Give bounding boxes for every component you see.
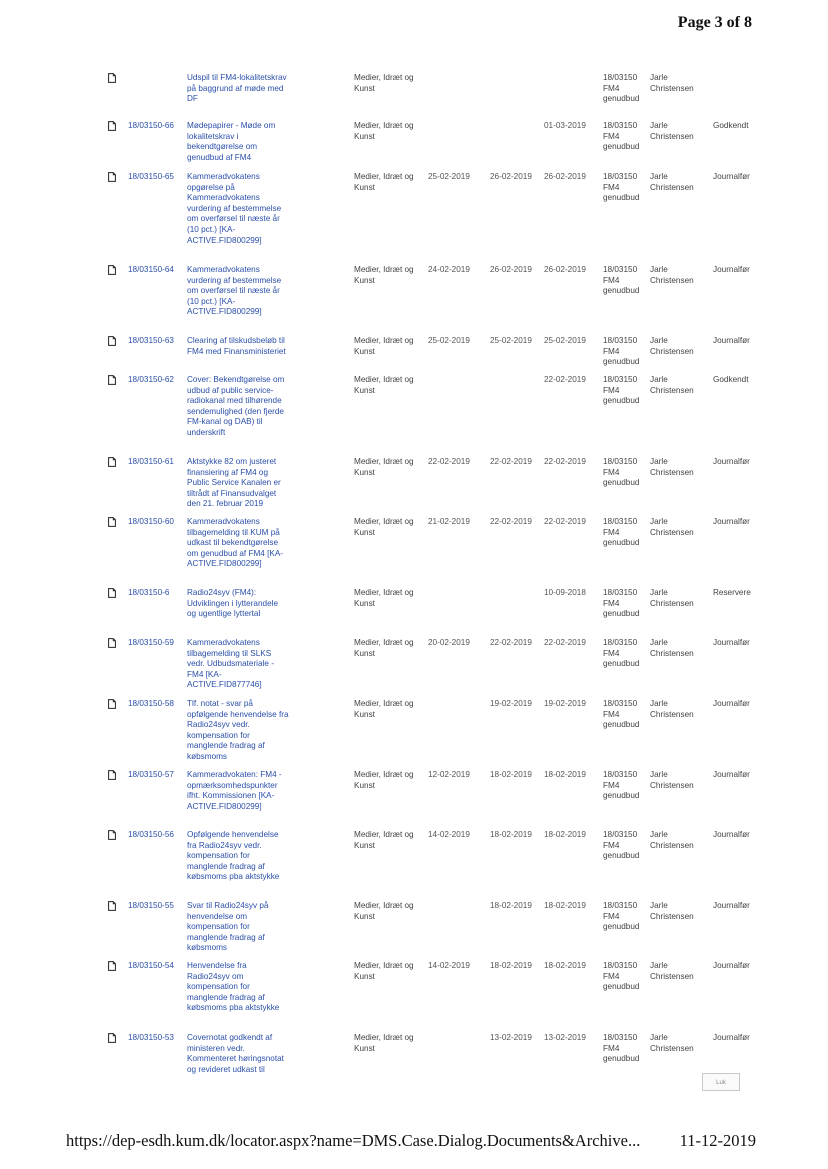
close-button[interactable]: Luk (702, 1073, 740, 1091)
document-category: Medier, Idræt og Kunst (354, 901, 414, 921)
document-date-3: 18-02-2019 (544, 901, 586, 910)
document-date-2: 22-02-2019 (490, 517, 532, 526)
document-icon[interactable] (108, 830, 116, 840)
document-person: Jarle Christensen (650, 638, 694, 658)
document-category: Medier, Idræt og Kunst (354, 1033, 414, 1053)
document-title-link[interactable]: Kammeradvokatens tilbagemelding til SLKS vedr. Udbudsmateriale - FM4 [KA-ACTIVE.FID877746] (187, 638, 274, 690)
document-id[interactable]: 18/03150-55 (128, 901, 174, 910)
document-id[interactable]: 18/03150-63 (128, 336, 174, 345)
document-icon[interactable] (108, 457, 116, 467)
document-case: 18/03150 FM4 genudbud (603, 121, 640, 152)
document-category: Medier, Idræt og Kunst (354, 121, 414, 141)
document-title-link[interactable]: Henvendelse fra Radio24syv om kompensation for manglende fradrag af købsmoms pba aktstykke (187, 961, 280, 1013)
document-id[interactable]: 18/03150-62 (128, 375, 174, 384)
document-date-3: 22-02-2019 (544, 638, 586, 647)
document-person: Jarle Christensen (650, 961, 694, 981)
document-title-link[interactable]: Svar til Radio24syv på henvendelse om kompensation for manglende fradrag af købsmoms (187, 901, 269, 953)
document-id[interactable]: 18/03150-58 (128, 699, 174, 708)
document-person: Jarle Christensen (650, 265, 694, 285)
document-case: 18/03150 FM4 genudbud (603, 699, 640, 730)
document-status: Journalfør (713, 638, 750, 647)
document-person: Jarle Christensen (650, 588, 694, 608)
document-category: Medier, Idræt og Kunst (354, 172, 414, 192)
document-case: 18/03150 FM4 genudbud (603, 265, 640, 296)
document-status: Journalfør (713, 699, 750, 708)
document-status: Journalfør (713, 457, 750, 466)
document-person: Jarle Christensen (650, 699, 694, 719)
document-icon[interactable] (108, 517, 116, 527)
document-icon[interactable] (108, 1033, 116, 1043)
document-icon[interactable] (108, 172, 116, 182)
document-id[interactable]: 18/03150-64 (128, 265, 174, 274)
document-icon[interactable] (108, 588, 116, 598)
document-date-1: 25-02-2019 (428, 336, 470, 345)
page-number: Page 3 of 8 (677, 14, 752, 31)
document-title-link[interactable]: Aktstykke 82 om justeret finansiering af FM4 og Public Service Kanalen er tiltrådt af Finansudvalget den 21. februar 2019 (187, 457, 281, 509)
document-case: 18/03150 FM4 genudbud (603, 901, 640, 932)
document-id[interactable]: 18/03150-57 (128, 770, 174, 779)
document-date-2: 18-02-2019 (490, 961, 532, 970)
document-category: Medier, Idræt og Kunst (354, 336, 414, 356)
document-case: 18/03150 FM4 genudbud (603, 588, 640, 619)
document-case: 18/03150 FM4 genudbud (603, 172, 640, 203)
document-date-3: 22-02-2019 (544, 375, 586, 384)
document-category: Medier, Idræt og Kunst (354, 517, 414, 537)
document-category: Medier, Idræt og Kunst (354, 638, 414, 658)
document-case: 18/03150 FM4 genudbud (603, 375, 640, 406)
document-person: Jarle Christensen (650, 172, 694, 192)
document-date-1: 14-02-2019 (428, 830, 470, 839)
document-icon[interactable] (108, 961, 116, 971)
document-date-1: 25-02-2019 (428, 172, 470, 181)
document-status: Reservere (713, 588, 751, 597)
document-category: Medier, Idræt og Kunst (354, 699, 414, 719)
document-person: Jarle Christensen (650, 375, 694, 395)
document-category: Medier, Idræt og Kunst (354, 375, 414, 395)
document-date-1: 12-02-2019 (428, 770, 470, 779)
document-status: Journalfør (713, 901, 750, 910)
document-date-2: 18-02-2019 (490, 901, 532, 910)
document-title-link[interactable]: Opfølgende henvendelse fra Radio24syv vedr. kompensation for manglende fradrag af købsmoms pba aktstykke (187, 830, 280, 882)
document-title-link[interactable]: Kammeradvokaten: FM4 - opmærksomhedspunkter ifht. Kommissionen [KA-ACTIVE.FID800299] (187, 770, 282, 811)
document-case: 18/03150 FM4 genudbud (603, 1033, 640, 1064)
document-title-link[interactable]: Covernotat godkendt af ministeren vedr. Kommenteret høringsnotat og revideret udkast til (187, 1033, 284, 1074)
document-category: Medier, Idræt og Kunst (354, 265, 414, 285)
document-id[interactable]: 18/03150-56 (128, 830, 174, 839)
document-icon[interactable] (108, 901, 116, 911)
document-status: Journalfør (713, 336, 750, 345)
document-date-3: 01-03-2019 (544, 121, 586, 130)
document-status: Godkendt (713, 121, 749, 130)
document-person: Jarle Christensen (650, 457, 694, 477)
document-category: Medier, Idræt og Kunst (354, 830, 414, 850)
document-date-1: 14-02-2019 (428, 961, 470, 970)
document-status: Journalfør (713, 517, 750, 526)
document-status: Journalfør (713, 265, 750, 274)
document-id[interactable]: 18/03150-6 (128, 588, 170, 597)
document-title-link[interactable]: Kammeradvokatens opgørelse på Kammeradvokatens vurdering af bestemmelse om overførsel til næste år (10 pct.) [KA-ACTIVE.FID800299] (187, 172, 282, 245)
document-category: Medier, Idræt og Kunst (354, 770, 414, 790)
document-case: 18/03150 FM4 genudbud (603, 830, 640, 861)
document-icon[interactable] (108, 265, 116, 275)
document-title-link[interactable]: Tlf. notat - svar på opfølgende henvendelse fra Radio24syv vedr. kompensation for manglende fradrag af købsmoms (187, 699, 289, 761)
document-date-2: 13-02-2019 (490, 1033, 532, 1042)
footer-url: https://dep-esdh.kum.dk/locator.aspx?name=DMS.Case.Dialog.Documents&Archive... (66, 1131, 641, 1150)
document-title-link[interactable]: Kammeradvokatens vurdering af bestemmelse om overførsel til næste år (10 pct.) [KA-ACTIVE.FID800299] (187, 265, 282, 317)
document-date-3: 10-09-2018 (544, 588, 586, 597)
document-status: Journalfør (713, 1033, 750, 1042)
document-person: Jarle Christensen (650, 770, 694, 790)
document-category: Medier, Idræt og Kunst (354, 588, 414, 608)
document-date-2: 19-02-2019 (490, 699, 532, 708)
document-date-3: 25-02-2019 (544, 336, 586, 345)
document-title-link[interactable]: Radio24syv (FM4): Udviklingen i lytterandele og ugentlige lyttertal (187, 588, 279, 619)
document-person: Jarle Christensen (650, 901, 694, 921)
document-date-3: 22-02-2019 (544, 517, 586, 526)
document-person: Jarle Christensen (650, 1033, 694, 1053)
document-icon[interactable] (108, 121, 116, 131)
document-date-3: 26-02-2019 (544, 265, 586, 274)
document-category: Medier, Idræt og Kunst (354, 457, 414, 477)
document-case: 18/03150 FM4 genudbud (603, 517, 640, 548)
document-date-3: 13-02-2019 (544, 1033, 586, 1042)
document-person: Jarle Christensen (650, 121, 694, 141)
document-status: Godkendt (713, 375, 749, 384)
document-date-1: 24-02-2019 (428, 265, 470, 274)
document-icon[interactable] (108, 73, 116, 83)
document-id[interactable]: 18/03150-54 (128, 961, 174, 970)
document-date-2: 18-02-2019 (490, 830, 532, 839)
document-date-2: 26-02-2019 (490, 265, 532, 274)
document-case: 18/03150 FM4 genudbud (603, 961, 640, 992)
document-date-2: 22-02-2019 (490, 457, 532, 466)
document-person: Jarle Christensen (650, 336, 694, 356)
document-date-2: 25-02-2019 (490, 336, 532, 345)
document-icon[interactable] (108, 638, 116, 648)
document-status: Journalfør (713, 172, 750, 181)
document-title-link[interactable]: Udspil til FM4-lokalitetskrav på baggrund af møde med DF (187, 73, 287, 104)
document-title-link[interactable]: Clearing af tilskudsbeløb til FM4 med Finansministeriet (187, 336, 286, 356)
document-category: Medier, Idræt og Kunst (354, 961, 414, 981)
document-id[interactable]: 18/03150-53 (128, 1033, 174, 1042)
document-date-1: 21-02-2019 (428, 517, 470, 526)
document-case: 18/03150 FM4 genudbud (603, 638, 640, 669)
document-person: Jarle Christensen (650, 517, 694, 537)
document-category: Medier, Idræt og Kunst (354, 73, 414, 93)
document-id[interactable]: 18/03150-65 (128, 172, 174, 181)
document-case: 18/03150 FM4 genudbud (603, 457, 640, 488)
document-date-3: 19-02-2019 (544, 699, 586, 708)
document-date-2: 26-02-2019 (490, 172, 532, 181)
document-status: Journalfør (713, 961, 750, 970)
document-case: 18/03150 FM4 genudbud (603, 336, 640, 367)
document-title-link[interactable]: Kammeradvokatens tilbagemelding til KUM på udkast til bekendtgørelse om genudbud af FM4 [KA-ACTIVE.FID800299] (187, 517, 284, 569)
document-icon[interactable] (108, 375, 116, 385)
document-id[interactable]: 18/03150-61 (128, 457, 174, 466)
document-id[interactable]: 18/03150-66 (128, 121, 174, 130)
document-case: 18/03150 FM4 genudbud (603, 770, 640, 801)
document-date-3: 18-02-2019 (544, 770, 586, 779)
document-date-2: 18-02-2019 (490, 770, 532, 779)
document-date-3: 22-02-2019 (544, 457, 586, 466)
document-date-3: 26-02-2019 (544, 172, 586, 181)
document-id[interactable]: 18/03150-60 (128, 517, 174, 526)
document-icon[interactable] (108, 770, 116, 780)
document-title-link[interactable]: Mødepapirer - Møde om lokalitetskrav i bekendtgørelse om genudbud af FM4 (187, 121, 276, 162)
document-title-link[interactable]: Cover: Bekendtgørelse om udbud af public service-radiokanal med tilhørende sendemulighed (den fjerde FM-kanal og DAB) til underskrift (187, 375, 285, 437)
document-person: Jarle Christensen (650, 830, 694, 850)
document-status: Journalfør (713, 770, 750, 779)
document-date-1: 20-02-2019 (428, 638, 470, 647)
document-case: 18/03150 FM4 genudbud (603, 73, 640, 104)
document-icon[interactable] (108, 699, 116, 709)
document-date-3: 18-02-2019 (544, 830, 586, 839)
document-date-3: 18-02-2019 (544, 961, 586, 970)
footer-date: 11-12-2019 (679, 1131, 756, 1150)
document-icon[interactable] (108, 336, 116, 346)
document-date-1: 22-02-2019 (428, 457, 470, 466)
document-date-2: 22-02-2019 (490, 638, 532, 647)
document-status: Journalfør (713, 830, 750, 839)
document-person: Jarle Christensen (650, 73, 694, 93)
document-id[interactable]: 18/03150-59 (128, 638, 174, 647)
